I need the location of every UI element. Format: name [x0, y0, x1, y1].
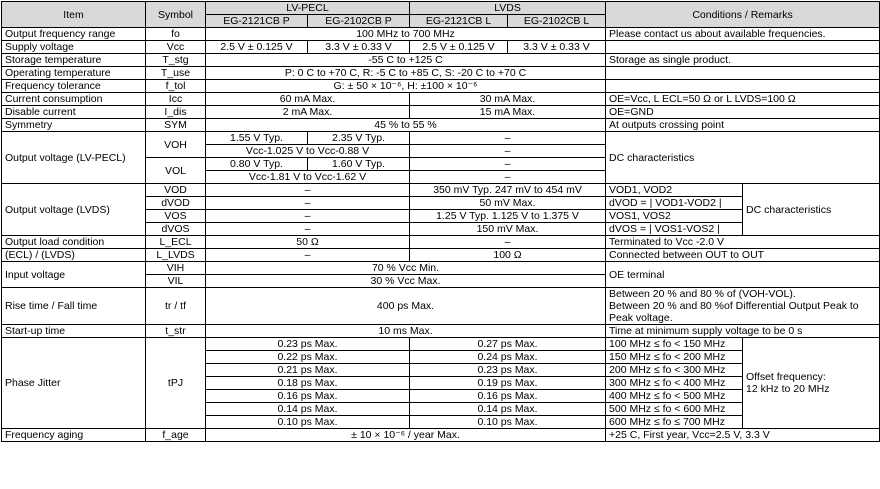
value: 400 ps Max. [206, 288, 606, 325]
jitter-lvds: 0.27 ps Max. [410, 338, 606, 351]
item-label: Output voltage (LV-PECL) [2, 132, 146, 184]
value-lvpecl: 60 mA Max. [206, 93, 410, 106]
condition-dvod: dVOD = | VOD1-VOD2 | [606, 197, 743, 210]
condition-ecl: Terminated to Vcc -2.0 V [606, 236, 880, 249]
item-label: Phase Jitter [2, 338, 146, 429]
vol-typ-p1: 0.80 V Typ. [206, 158, 308, 171]
condition-dc: DC characteristics [743, 184, 880, 236]
symbol-vod: VOD [146, 184, 206, 197]
voh-range: Vcc-1.025 V to Vcc-0.88 V [206, 145, 410, 158]
condition-empty [606, 41, 880, 54]
symbol: t_str [146, 325, 206, 338]
offset-frequency [743, 338, 880, 429]
item-label: Current consumption [2, 93, 146, 106]
condition: Storage as single product. [606, 54, 880, 67]
header-part-p1: EG-2121CB P [206, 15, 308, 28]
symbol-voh: VOH [146, 132, 206, 158]
jitter-pecl: 0.18 ps Max. [206, 377, 410, 390]
jitter-freq: 400 MHz ≤ fo < 500 MHz [606, 390, 743, 403]
jitter-pecl: 0.22 ps Max. [206, 351, 410, 364]
symbol: f_age [146, 429, 206, 442]
value: P: 0 C to +70 C, R: -5 C to +85 C, S: -20 C to +70 C [206, 67, 606, 80]
row-operating-temperature [2, 67, 880, 80]
item-label: Symmetry [2, 119, 146, 132]
jitter-freq: 100 MHz ≤ fo < 150 MHz [606, 338, 743, 351]
vol-range: Vcc-1.81 V to Vcc-1.62 V [206, 171, 410, 184]
vol-lvds-dash: – [410, 158, 606, 171]
spec-table [1, 1, 880, 442]
row-startup-time [2, 325, 880, 338]
value: ± 10 × 10⁻⁶ / year Max. [206, 429, 606, 442]
jitter-lvds: 0.14 ps Max. [410, 403, 606, 416]
vos-value: 1.25 V Typ. 1.125 V to 1.375 V [410, 210, 606, 223]
item-label: Output frequency range [2, 28, 146, 41]
l-lvds-lvds: 100 Ω [410, 249, 606, 262]
jitter-pecl: 0.10 ps Max. [206, 416, 410, 429]
item-label: Supply voltage [2, 41, 146, 54]
condition-lvds-text: Connected between OUT to [609, 249, 742, 261]
jitter-freq: 200 MHz ≤ fo < 300 MHz [606, 364, 743, 377]
row-load-ecl [2, 236, 880, 249]
header-symbol: Symbol [146, 2, 206, 28]
condition: DC characteristics [606, 132, 880, 184]
row-frequency-aging [2, 429, 880, 442]
condition-vod: VOD1, VOD2 [606, 184, 743, 197]
symbol: f_tol [146, 80, 206, 93]
l-lvds-pecl: – [206, 249, 410, 262]
jitter-lvds: 0.16 ps Max. [410, 390, 606, 403]
symbol-vol: VOL [146, 158, 206, 184]
row-disable-current [2, 106, 880, 119]
condition-line-2: Between 20 % and 80 %of Differential Output Peak to Peak voltage. [609, 300, 859, 324]
row-storage-temperature [2, 54, 880, 67]
row-symmetry [2, 119, 880, 132]
symbol: tr / tf [146, 288, 206, 325]
symbol: SYM [146, 119, 206, 132]
vol-range-lvds-dash: – [410, 171, 606, 184]
symbol: T_use [146, 67, 206, 80]
header-lvds: LVDS [410, 2, 606, 15]
jitter-pecl: 0.21 ps Max. [206, 364, 410, 377]
condition: Please contact us about available frequencies. [606, 28, 880, 41]
value: 100 MHz to 700 MHz [206, 28, 606, 41]
value: -55 C to +125 C [206, 54, 606, 67]
offset-line-1: Offset frequency: [746, 371, 826, 383]
row-rise-fall [2, 288, 880, 325]
condition: Time at minimum supply voltage to be 0 s [606, 325, 880, 338]
dvos-pecl-dash: – [206, 223, 410, 236]
item-label-1: Output load condition [2, 236, 146, 249]
header-row-1 [2, 2, 880, 15]
symbol-dvod: dVOD [146, 197, 206, 210]
row-pecl-voh-typ [2, 132, 880, 145]
row-load-lvds [2, 249, 880, 262]
jitter-lvds: 0.23 ps Max. [410, 364, 606, 377]
value-lvpecl: 2 mA Max. [206, 106, 410, 119]
row-output-frequency [2, 28, 880, 41]
value: G: ± 50 × 10⁻⁶, H: ±100 × 10⁻⁶ [206, 80, 606, 93]
symbol-dvos: dVOS [146, 223, 206, 236]
header-part-l1: EG-2121CB L [410, 15, 508, 28]
row-jitter-1 [2, 338, 880, 351]
symbol-l-ecl: L_ECL [146, 236, 206, 249]
condition-empty [606, 80, 880, 93]
jitter-lvds: 0.24 ps Max. [410, 351, 606, 364]
symbol-l-lvds: L_LVDS [146, 249, 206, 262]
symbol-vih: VIH [146, 262, 206, 275]
header-part-l2: EG-2102CB L [508, 15, 606, 28]
jitter-freq: 600 MHz ≤ fo ≤ 700 MHz [606, 416, 743, 429]
dvod-pecl-dash: – [206, 197, 410, 210]
symbol-vil: VIL [146, 275, 206, 288]
jitter-pecl: 0.16 ps Max. [206, 390, 410, 403]
symbol: Icc [146, 93, 206, 106]
condition-empty [606, 67, 880, 80]
condition-vos: VOS1, VOS2 [606, 210, 743, 223]
symbol: I_dis [146, 106, 206, 119]
value-lvds: 15 mA Max. [410, 106, 606, 119]
condition: +25 C, First year, Vcc=2.5 V, 3.3 V [606, 429, 880, 442]
offset-line-2: 12 kHz to 20 MHz [746, 383, 830, 395]
row-lvds-vod [2, 184, 880, 197]
condition-lvds [606, 249, 880, 262]
value-p2: 3.3 V ± 0.33 V [308, 41, 410, 54]
item-label: Input voltage [2, 262, 146, 288]
symbol: fo [146, 28, 206, 41]
vod-value: 350 mV Typ. 247 mV to 454 mV [410, 184, 606, 197]
item-label: Disable current [2, 106, 146, 119]
l-ecl-lvds: – [410, 236, 606, 249]
l-ecl-pecl: 50 Ω [206, 236, 410, 249]
symbol-vos: VOS [146, 210, 206, 223]
condition: OE=Vcc, L ECL=50 Ω or L LVDS=100 Ω [606, 93, 880, 106]
value-p1: 2.5 V ± 0.125 V [206, 41, 308, 54]
vih-value: 70 % Vcc Min. [206, 262, 606, 275]
item-label: Start-up time [2, 325, 146, 338]
header-conditions: Conditions / Remarks [606, 2, 880, 28]
header-item: Item [2, 2, 146, 28]
dvos-value: 150 mV Max. [410, 223, 606, 236]
voh-range-lvds-dash: – [410, 145, 606, 158]
vol-typ-p2: 1.60 V Typ. [308, 158, 410, 171]
item-label: Frequency aging [2, 429, 146, 442]
dvod-value: 50 mV Max. [410, 197, 606, 210]
item-label: Output voltage (LVDS) [2, 184, 146, 236]
item-label: Frequency tolerance [2, 80, 146, 93]
value-lvds: 30 mA Max. [410, 93, 606, 106]
condition-line-1: Between 20 % and 80 % of (VOH-VOL). [609, 288, 796, 300]
condition: At outputs crossing point [606, 119, 880, 132]
condition: OE=GND [606, 106, 880, 119]
condition [606, 288, 880, 325]
symbol: T_stg [146, 54, 206, 67]
vil-value: 30 % Vcc Max. [206, 275, 606, 288]
voh-lvds-dash: – [410, 132, 606, 145]
jitter-freq: 300 MHz ≤ fo < 400 MHz [606, 377, 743, 390]
symbol: tPJ [146, 338, 206, 429]
condition-dvos: dVOS = | VOS1-VOS2 | [606, 223, 743, 236]
jitter-pecl: 0.14 ps Max. [206, 403, 410, 416]
value: 45 % to 55 % [206, 119, 606, 132]
value: 10 ms Max. [206, 325, 606, 338]
jitter-lvds: 0.19 ps Max. [410, 377, 606, 390]
header-lvpecl: LV-PECL [206, 2, 410, 15]
jitter-lvds: 0.10 ps Max. [410, 416, 606, 429]
value-l1: 2.5 V ± 0.125 V [410, 41, 508, 54]
symbol: Vcc [146, 41, 206, 54]
header-part-p2: EG-2102CB P [308, 15, 410, 28]
row-input-vih [2, 262, 880, 275]
vod-pecl-dash: – [206, 184, 410, 197]
row-current-consumption [2, 93, 880, 106]
jitter-freq: 150 MHz ≤ fo < 200 MHz [606, 351, 743, 364]
item-label: Storage temperature [2, 54, 146, 67]
vos-pecl-dash: – [206, 210, 410, 223]
item-label-2: (ECL) / (LVDS) [2, 249, 146, 262]
item-label: Operating temperature [2, 67, 146, 80]
row-frequency-tolerance [2, 80, 880, 93]
jitter-pecl: 0.23 ps Max. [206, 338, 410, 351]
condition: OE terminal [606, 262, 880, 288]
voh-typ-p1: 1.55 V Typ. [206, 132, 308, 145]
jitter-freq: 500 MHz ≤ fo < 600 MHz [606, 403, 743, 416]
out-bar-text: $\overline{OUT}$ [741, 249, 765, 261]
voh-typ-p2: 2.35 V Typ. [308, 132, 410, 145]
item-label: Rise time / Fall time [2, 288, 146, 325]
row-supply-voltage [2, 41, 880, 54]
value-l2: 3.3 V ± 0.33 V [508, 41, 606, 54]
